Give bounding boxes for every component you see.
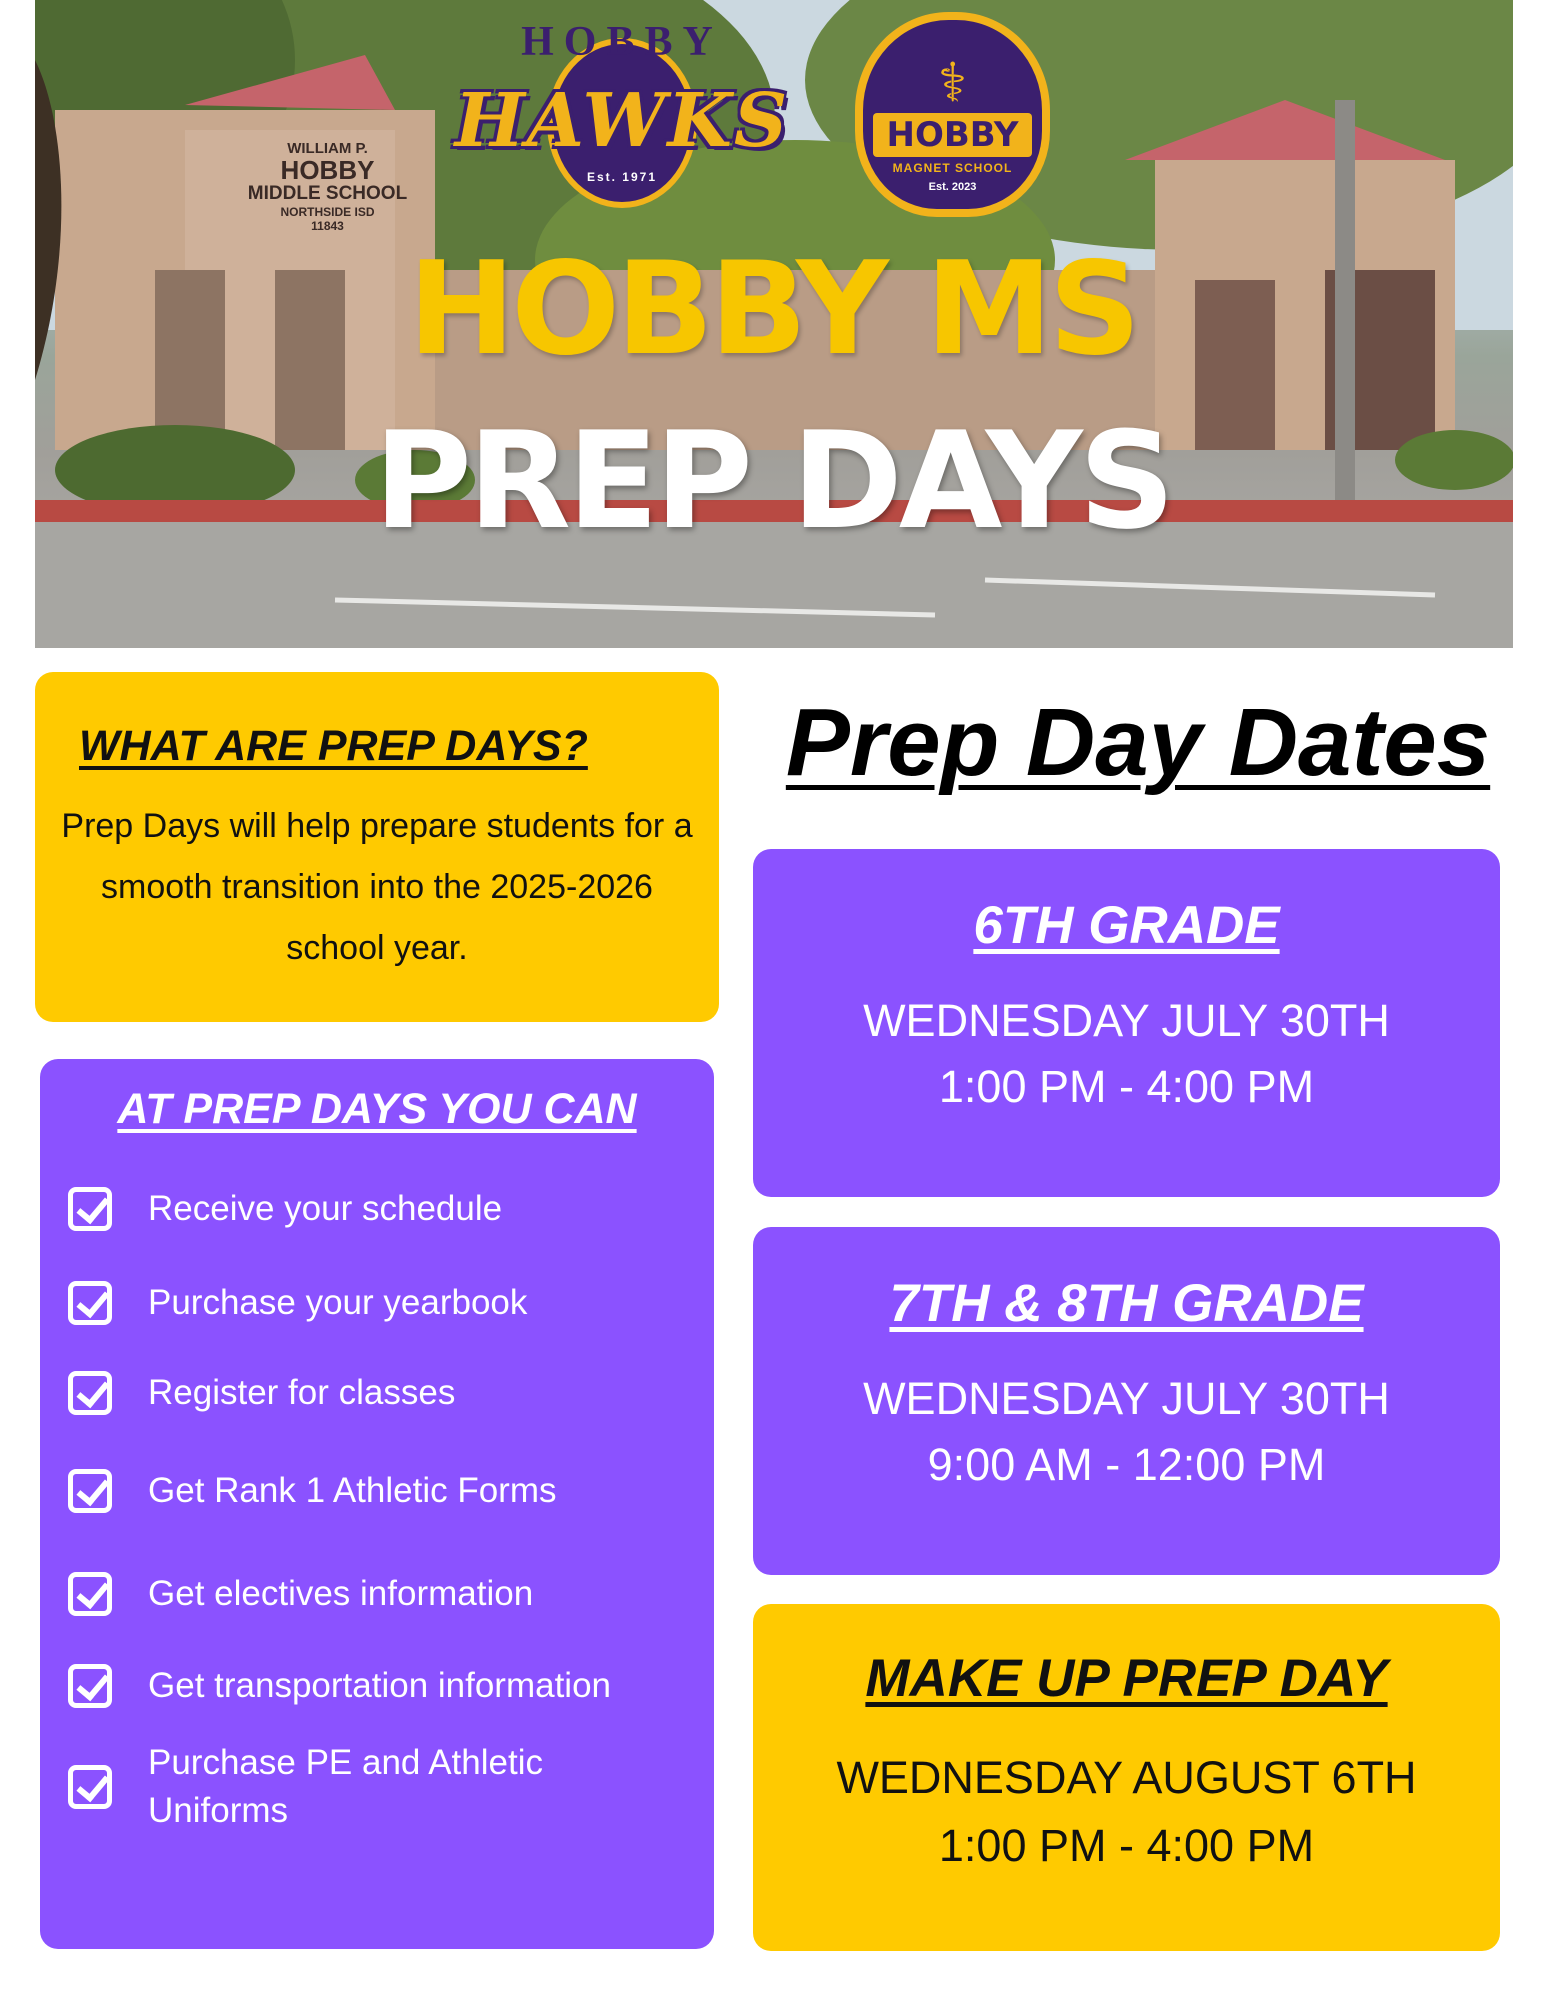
hawks-logo [454, 18, 790, 208]
session-date: WEDNESDAY JULY 30TH [863, 995, 1390, 1046]
activity-item [68, 1570, 688, 1618]
magnet-logo-name: HOBBY [873, 113, 1033, 157]
activity-item [68, 1369, 688, 1417]
session-time: 1:00 PM - 4:00 PM [938, 1061, 1315, 1112]
activity-label: Get electives information [148, 1574, 534, 1613]
checkbox-icon [68, 1572, 112, 1616]
activity-label: Purchase your yearbook [148, 1283, 528, 1322]
activity-label: Get transportation information [148, 1666, 612, 1705]
activity-item [68, 1279, 688, 1327]
sign-line: 11843 [311, 219, 344, 233]
session-make-up-day [753, 1604, 1500, 1951]
activity-item [68, 1739, 608, 1835]
checkbox-icon [68, 1371, 112, 1415]
activity-label: Register for classes [148, 1373, 456, 1412]
checkbox-icon [68, 1187, 112, 1231]
session-grade: 6TH GRADE [973, 896, 1280, 955]
school-sign [240, 140, 415, 233]
checkbox-icon [68, 1469, 112, 1513]
magnet-school-logo [855, 12, 1050, 227]
prep-days-activities-box [40, 1059, 714, 1949]
session-grade: MAKE UP PREP DAY [865, 1649, 1388, 1708]
prep-day-dates-title: Prep Day Dates [785, 689, 1491, 796]
session-grade: 7TH & 8TH GRADE [889, 1274, 1364, 1333]
activity-label: Purchase PE and Athletic Uniforms [148, 1743, 543, 1830]
magnet-logo-est: Est. 2023 [928, 180, 977, 193]
activity-label: Receive your schedule [148, 1189, 503, 1228]
magnet-logo-sub: MAGNET SCHOOL [892, 160, 1013, 175]
activity-item [68, 1467, 688, 1515]
hawks-logo-word: HAWKS [454, 78, 790, 164]
session-date: WEDNESDAY JULY 30TH [863, 1373, 1390, 1424]
session-7th-8th-grade [753, 1227, 1500, 1575]
what-are-prep-days-box [35, 672, 719, 1022]
what-heading: WHAT ARE PREP DAYS? [79, 722, 588, 770]
caduceus-icon: ⚕ [937, 52, 968, 113]
sign-line: NORTHSIDE ISD [280, 205, 375, 219]
session-date: WEDNESDAY AUGUST 6TH [836, 1752, 1417, 1803]
checkbox-icon [68, 1664, 112, 1708]
hawks-logo-arch-text: HOBBY [521, 19, 723, 65]
checkbox-icon [68, 1765, 112, 1809]
activity-item [68, 1185, 688, 1233]
what-body: Prep Days will help prepare students for a smooth transition into the 2025-2026 school year. [61, 807, 693, 967]
checkbox-icon [68, 1281, 112, 1325]
headline-prep-days: PREP DAYS [373, 403, 1172, 559]
activity-item [68, 1662, 688, 1710]
activity-label: Get Rank 1 Athletic Forms [148, 1471, 557, 1510]
activities-heading: AT PREP DAYS YOU CAN [117, 1085, 637, 1133]
sign-line: HOBBY [280, 155, 375, 185]
session-time: 1:00 PM - 4:00 PM [938, 1820, 1315, 1871]
headline-school: HOBBY MS [408, 235, 1137, 384]
sign-line: WILLIAM P. [287, 140, 368, 157]
session-6th-grade [753, 849, 1500, 1197]
sign-line: MIDDLE SCHOOL [247, 183, 408, 204]
hawks-logo-est: Est. 1971 [586, 170, 658, 184]
session-time: 9:00 AM - 12:00 PM [927, 1439, 1326, 1490]
